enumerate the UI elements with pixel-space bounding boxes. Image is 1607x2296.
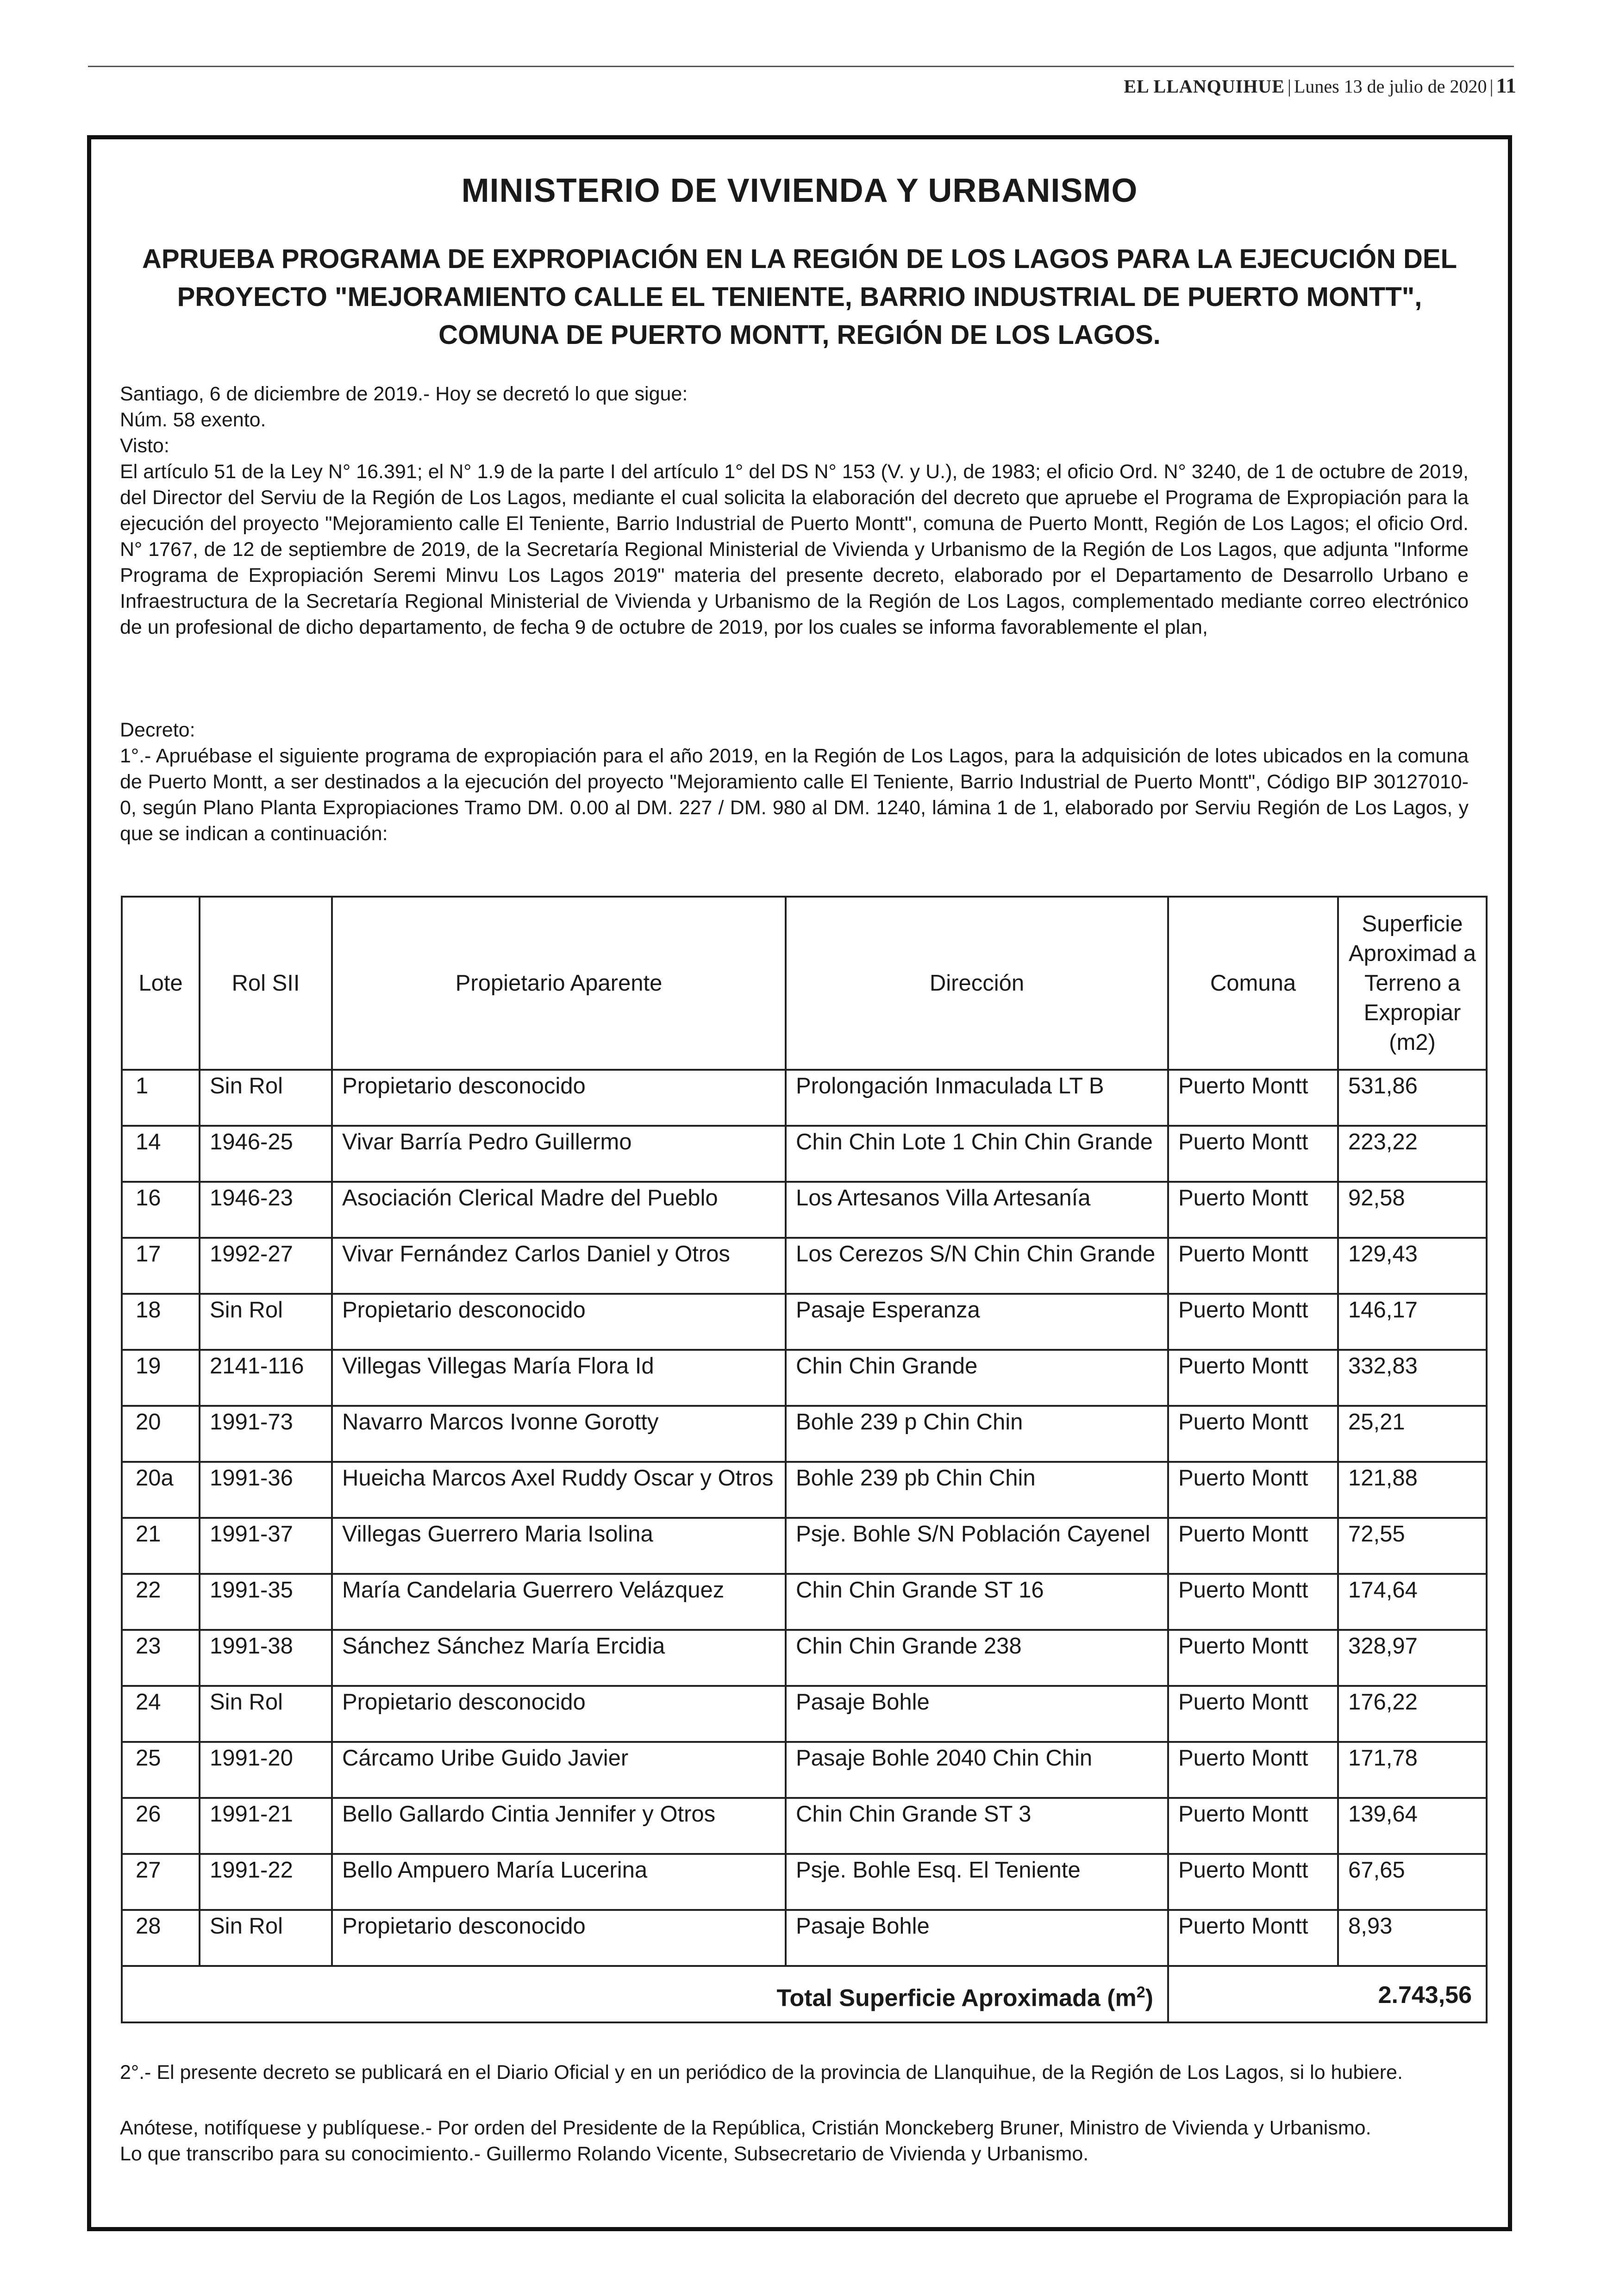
table-row [122,1630,1487,1686]
cell-direccion: Chin Chin Grande [786,1350,1168,1406]
cell-rol: 1991-20 [200,1742,332,1798]
decreto-item-1: 1°.- Apruébase el siguiente programa de expropiación para el año 2019, en la Región de Los Lagos, para la adquisición de lotes ubicados en la comuna de Puerto Montt, a ser destinados a la ejecución del proyecto "Mejoramiento calle El Teniente, Barrio Industrial de Puerto Montt", Código BIP 30127010-0, según Plano Planta Expropiaciones Tramo DM. 0.00 al DM. 227 / DM. 980 al DM. 1240, lámina 1 de 1, elaborado por Serviu Región de Los Lagos, y que se indican a continuación: [120,745,1469,845]
total-row [122,1966,1487,2022]
cell-direccion: Pasaje Bohle [786,1686,1168,1742]
cell-direccion: Pasaje Esperanza [786,1294,1168,1350]
table-row [122,1238,1487,1294]
cell-rol: 1946-25 [200,1126,332,1182]
cell-superficie: 146,17 [1338,1294,1487,1350]
total-label-sup: 2 [1136,1983,1145,2001]
header-comuna: Comuna [1168,897,1338,1070]
cell-lote: 16 [122,1182,200,1238]
cell-superficie: 67,65 [1338,1854,1487,1910]
table-row [122,1854,1487,1910]
item-2-section [120,2059,1469,2085]
table-row [122,1126,1487,1182]
cell-rol: 1991-37 [200,1518,332,1574]
visto-label: Visto: [120,435,169,457]
cell-direccion: Los Cerezos S/N Chin Chin Grande [786,1238,1168,1294]
total-label-close: ) [1145,1984,1153,2012]
cell-superficie: 92,58 [1338,1182,1487,1238]
table-row [122,1686,1487,1742]
cell-comuna: Puerto Montt [1168,1630,1338,1686]
table-row [122,1742,1487,1798]
cell-direccion: Pasaje Bohle 2040 Chin Chin [786,1742,1168,1798]
cell-superficie: 174,64 [1338,1574,1487,1630]
table-row [122,1798,1487,1854]
cell-lote: 21 [122,1518,200,1574]
cell-propietario: Bello Gallardo Cintia Jennifer y Otros [332,1798,786,1854]
cell-comuna: Puerto Montt [1168,1798,1338,1854]
table-row [122,1406,1487,1462]
cell-superficie: 176,22 [1338,1686,1487,1742]
expropriation-table [121,896,1488,2023]
publication-date: Lunes 13 de julio de 2020 [1294,76,1487,97]
cell-propietario: Vivar Fernández Carlos Daniel y Otros [332,1238,786,1294]
place-date: Santiago, 6 de diciembre de 2019.- Hoy se decretó lo que sigue: [120,383,688,405]
cell-lote: 1 [122,1070,200,1126]
cell-direccion: Bohle 239 p Chin Chin [786,1406,1168,1462]
decreto-label: Decreto: [120,719,195,741]
cell-direccion: Chin Chin Lote 1 Chin Chin Grande [786,1126,1168,1182]
cell-superficie: 332,83 [1338,1350,1487,1406]
cell-lote: 23 [122,1630,200,1686]
cell-comuna: Puerto Montt [1168,1574,1338,1630]
cell-propietario: Vivar Barría Pedro Guillermo [332,1126,786,1182]
cell-superficie: 72,55 [1338,1518,1487,1574]
table-body [122,1070,1487,2022]
cell-comuna: Puerto Montt [1168,1350,1338,1406]
cell-propietario: Sánchez Sánchez María Ercidia [332,1630,786,1686]
table-row [122,1294,1487,1350]
decreto-section [120,717,1469,847]
cell-comuna: Puerto Montt [1168,1182,1338,1238]
closing-section [120,2115,1469,2167]
table-row [122,1462,1487,1518]
top-rule [88,66,1514,67]
header-superficie: Superficie Aproximad a Terreno a Expropiar (m2) [1338,897,1487,1070]
cell-comuna: Puerto Montt [1168,1238,1338,1294]
header-lote: Lote [122,897,200,1070]
cell-superficie: 25,21 [1338,1406,1487,1462]
cell-propietario: Propietario desconocido [332,1686,786,1742]
cell-direccion: Los Artesanos Villa Artesanía [786,1182,1168,1238]
visto-section [120,381,1469,640]
header-direccion: Dirección [786,897,1168,1070]
cell-direccion: Prolongación Inmaculada LT B [786,1070,1168,1126]
decreto-item-2: 2°.- El presente decreto se publicará en el Diario Oficial y en un periódico de la provincia de Llanquihue, de la Región de Los Lagos, si lo hubiere. [120,2061,1403,2084]
cell-lote: 20 [122,1406,200,1462]
header-rol: Rol SII [200,897,332,1070]
table-row [122,1182,1487,1238]
table-row [122,1070,1487,1126]
cell-comuna: Puerto Montt [1168,1462,1338,1518]
cell-rol: 1991-21 [200,1798,332,1854]
cell-lote: 28 [122,1910,200,1966]
cell-propietario: Propietario desconocido [332,1294,786,1350]
cell-direccion: Chin Chin Grande 238 [786,1630,1168,1686]
visto-text: El artículo 51 de la Ley N° 16.391; el N° 1.9 de la parte I del artículo 1° del DS N° 153 (V. y U.), de 1983; el oficio Ord. N° 3240, de 1 de octubre de 2019, del Director del Serviu de la Región de Los Lagos, mediante el cual solicita la elaboración del decreto que apruebe el Programa de Expropiación para la ejecución del proyecto "Mejoramiento calle El Teniente, Barrio Industrial de Puerto Montt", comuna de Puerto Montt, Región de Los Lagos; el oficio Ord. N° 1767, de 12 de septiembre de 2019, de la Secretaría Regional Ministerial de Vivienda y Urbanismo de la Región de Los Lagos, que adjunta "Informe Programa de Expropiación Seremi Minvu Los Lagos 2019" materia del presente decreto, elaborado por el Departamento de Desarrollo Urbano e Infraestructura de la Secretaría Regional Ministerial de Vivienda y Urbanismo de la Región de Los Lagos, complementado mediante correo electrónico de un profesional de dicho departamento, de fecha 9 de octubre de 2019, por los cuales se informa favorablemente el plan, [120,461,1469,638]
closing-line-2: Lo que transcribo para su conocimiento.- Guillermo Rolando Vicente, Subsecretario de Vivienda y Urbanismo. [120,2143,1089,2165]
cell-propietario: Bello Ampuero María Lucerina [332,1854,786,1910]
closing-line-1: Anótese, notifíquese y publíquese.- Por orden del Presidente de la República, Cristián Monckeberg Bruner, Ministro de Vivienda y Urbanismo. [120,2117,1371,2139]
total-label: Total Superficie Aproximada (m [776,1984,1137,2012]
cell-superficie: 121,88 [1338,1462,1487,1518]
cell-propietario: Propietario desconocido [332,1910,786,1966]
cell-rol: 1991-22 [200,1854,332,1910]
cell-lote: 19 [122,1350,200,1406]
cell-lote: 14 [122,1126,200,1182]
cell-lote: 24 [122,1686,200,1742]
cell-superficie: 171,78 [1338,1742,1487,1798]
running-head [1124,73,1516,98]
cell-lote: 22 [122,1574,200,1630]
cell-direccion: Psje. Bohle Esq. El Teniente [786,1854,1168,1910]
cell-direccion: Chin Chin Grande ST 3 [786,1798,1168,1854]
cell-comuna: Puerto Montt [1168,1294,1338,1350]
header-propietario: Propietario Aparente [332,897,786,1070]
cell-superficie: 139,64 [1338,1798,1487,1854]
cell-propietario: Navarro Marcos Ivonne Gorotty [332,1406,786,1462]
table-header-row [122,897,1487,1070]
cell-superficie: 129,43 [1338,1238,1487,1294]
cell-comuna: Puerto Montt [1168,1686,1338,1742]
cell-lote: 17 [122,1238,200,1294]
cell-lote: 20a [122,1462,200,1518]
cell-lote: 18 [122,1294,200,1350]
table-row [122,1910,1487,1966]
header-separator-2: | [1489,76,1494,97]
cell-direccion: Chin Chin Grande ST 16 [786,1574,1168,1630]
cell-comuna: Puerto Montt [1168,1518,1338,1574]
cell-superficie: 8,93 [1338,1910,1487,1966]
cell-comuna: Puerto Montt [1168,1070,1338,1126]
cell-rol: 1991-35 [200,1574,332,1630]
notice-frame [87,135,1512,2231]
publication-name: EL LLANQUIHUE [1124,76,1285,97]
cell-propietario: Villegas Villegas María Flora Id [332,1350,786,1406]
cell-comuna: Puerto Montt [1168,1406,1338,1462]
cell-superficie: 531,86 [1338,1070,1487,1126]
cell-superficie: 223,22 [1338,1126,1487,1182]
cell-propietario: Villegas Guerrero Maria Isolina [332,1518,786,1574]
page-title: MINISTERIO DE VIVIENDA Y URBANISMO [461,172,1138,209]
page-number: 11 [1496,74,1516,97]
cell-comuna: Puerto Montt [1168,1854,1338,1910]
cell-rol: 1992-27 [200,1238,332,1294]
cell-rol: Sin Rol [200,1686,332,1742]
cell-rol: 1946-23 [200,1182,332,1238]
cell-lote: 25 [122,1742,200,1798]
total-label-cell [122,1966,1168,2022]
table-row [122,1574,1487,1630]
cell-direccion: Pasaje Bohle [786,1910,1168,1966]
header-separator: | [1287,76,1291,97]
cell-propietario: Hueicha Marcos Axel Ruddy Oscar y Otros [332,1462,786,1518]
decree-number: Núm. 58 exento. [120,409,266,431]
table-row [122,1518,1487,1574]
cell-comuna: Puerto Montt [1168,1126,1338,1182]
cell-superficie: 328,97 [1338,1630,1487,1686]
cell-direccion: Bohle 239 pb Chin Chin [786,1462,1168,1518]
cell-comuna: Puerto Montt [1168,1742,1338,1798]
cell-comuna: Puerto Montt [1168,1910,1338,1966]
cell-propietario: Propietario desconocido [332,1070,786,1126]
cell-rol: 1991-38 [200,1630,332,1686]
cell-propietario: Asociación Clerical Madre del Pueblo [332,1182,786,1238]
cell-rol: Sin Rol [200,1070,332,1126]
page-subtitle: APRUEBA PROGRAMA DE EXPROPIACIÓN EN LA REGIÓN DE LOS LAGOS PARA LA EJECUCIÓN DEL PROYECTO "MEJORAMIENTO CALLE EL TENIENTE, BARRIO INDUSTRIAL DE PUERTO MONTT", COMUNA DE PUERTO MONTT, REGIÓN DE LOS LAGOS. [142,244,1457,350]
cell-direccion: Psje. Bohle S/N Población Cayenel [786,1518,1168,1574]
cell-propietario: María Candelaria Guerrero Velázquez [332,1574,786,1630]
expropriation-table-wrapper [121,896,1486,2023]
cell-rol: 1991-36 [200,1462,332,1518]
total-value: 2.743,56 [1168,1966,1487,2022]
cell-lote: 27 [122,1854,200,1910]
cell-rol: Sin Rol [200,1910,332,1966]
cell-rol: 1991-73 [200,1406,332,1462]
cell-propietario: Cárcamo Uribe Guido Javier [332,1742,786,1798]
table-row [122,1350,1487,1406]
cell-lote: 26 [122,1798,200,1854]
cell-rol: 2141-116 [200,1350,332,1406]
cell-rol: Sin Rol [200,1294,332,1350]
